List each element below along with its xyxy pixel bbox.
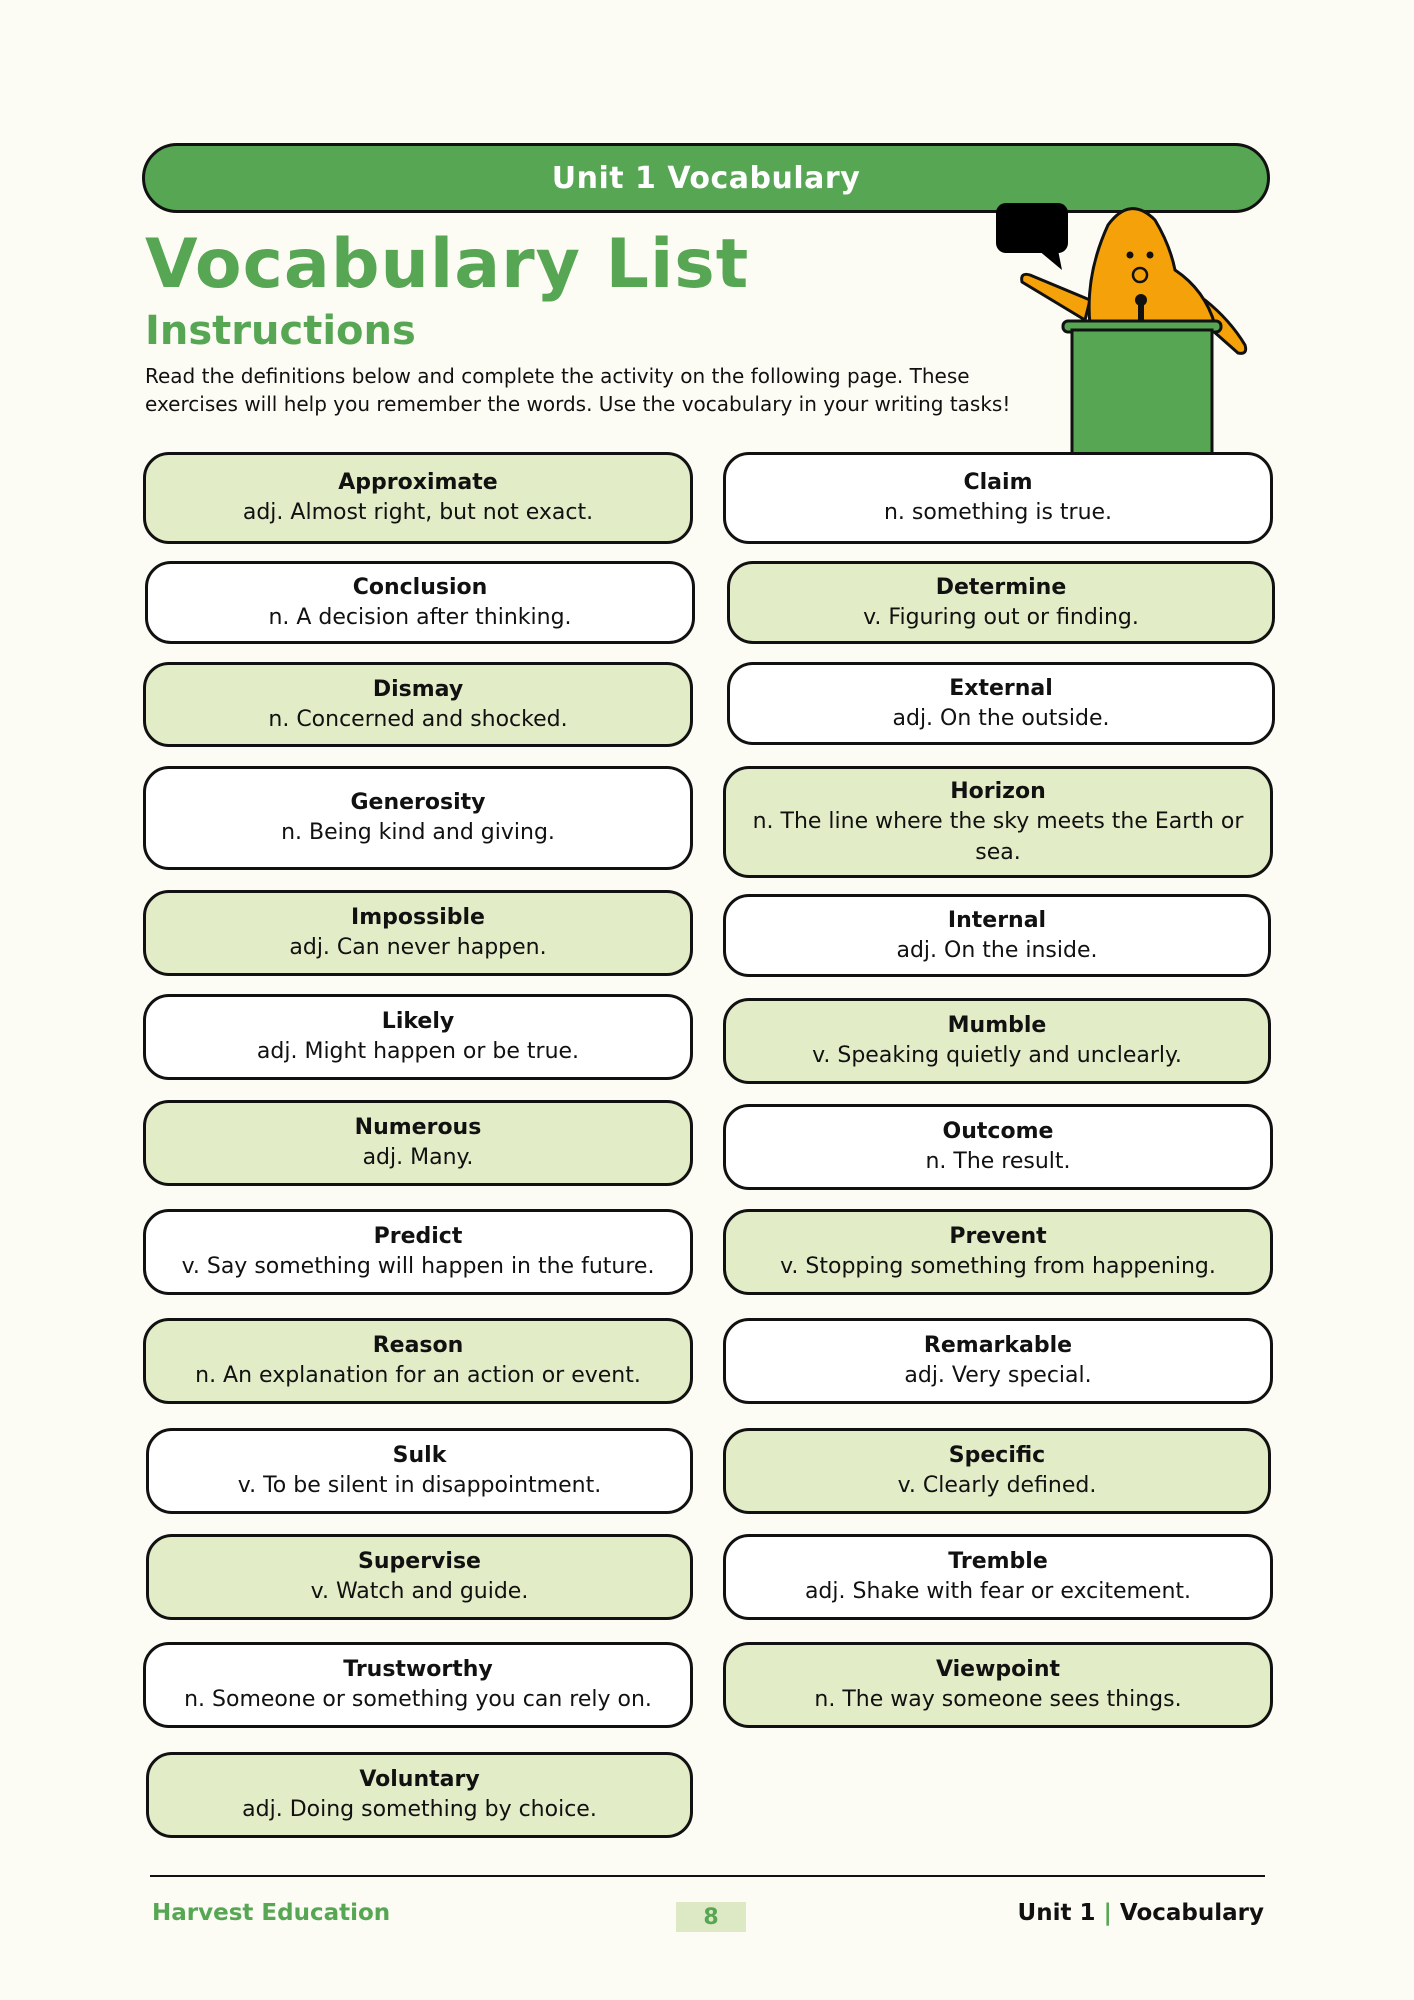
page-number: 8 xyxy=(676,1902,746,1932)
vocab-word: Reason xyxy=(372,1333,464,1358)
vocab-card xyxy=(143,994,693,1080)
vocab-word: Specific xyxy=(948,1443,1046,1468)
vocab-word: Predict xyxy=(373,1224,463,1249)
vocab-word: Impossible xyxy=(351,905,485,930)
instructions-heading: Instructions xyxy=(145,308,416,354)
vocab-word: External xyxy=(949,675,1053,701)
vocab-definition: n. The line where the sky meets the Earth or sea. xyxy=(752,808,1244,865)
vocab-definition: n. The way someone sees things. xyxy=(814,1687,1182,1712)
vocab-card xyxy=(143,452,693,544)
vocab-word: Horizon xyxy=(950,778,1046,804)
vocab-card xyxy=(723,998,1271,1084)
vocab-card xyxy=(723,1209,1273,1295)
vocab-word: Tremble xyxy=(948,1549,1048,1574)
vocab-definition: v. Speaking quietly and unclearly. xyxy=(812,1043,1182,1068)
vocab-definition: n. The result. xyxy=(925,1149,1071,1174)
vocab-word: Mumble xyxy=(947,1013,1047,1038)
vocab-card xyxy=(145,561,695,644)
vocab-word: Trustworthy xyxy=(343,1657,493,1682)
vocab-definition: adj. Might happen or be true. xyxy=(256,1039,580,1064)
vocab-definition: adj. Shake with fear or excitement. xyxy=(804,1579,1192,1604)
vocab-definition: v. Stopping something from happening. xyxy=(780,1254,1216,1279)
vocab-word: Likely xyxy=(381,1009,455,1034)
vocab-definition: v. Say something will happen in the future. xyxy=(181,1254,655,1279)
vocab-definition: n. Concerned and shocked. xyxy=(268,706,568,732)
vocab-word: Viewpoint xyxy=(935,1657,1060,1682)
vocab-word: Claim xyxy=(963,470,1033,495)
vocab-card xyxy=(143,1642,693,1728)
vocab-word: Internal xyxy=(947,907,1047,933)
vocab-word: Remarkable xyxy=(923,1333,1073,1358)
footer-unit-label: Unit 1 xyxy=(1017,1900,1096,1926)
vocab-card xyxy=(146,1428,693,1514)
vocab-card xyxy=(143,662,693,747)
vocab-word: Dismay xyxy=(372,676,464,702)
vocab-word: Conclusion xyxy=(352,574,488,600)
vocab-card xyxy=(143,1318,693,1404)
vocab-card xyxy=(143,890,693,976)
vocab-card xyxy=(146,1752,693,1838)
vocab-definition: adj. On the inside. xyxy=(896,937,1098,963)
vocab-card xyxy=(143,766,693,870)
vocab-word: Prevent xyxy=(949,1224,1047,1249)
vocab-word: Voluntary xyxy=(359,1767,480,1792)
vocab-word: Determine xyxy=(935,574,1067,600)
vocab-card xyxy=(723,452,1273,544)
vocab-definition: n. An explanation for an action or event. xyxy=(195,1363,641,1388)
vocab-card xyxy=(723,1104,1273,1190)
vocab-card xyxy=(143,1100,693,1186)
vocab-word: Generosity xyxy=(350,790,486,815)
vocab-card xyxy=(723,894,1271,977)
vocab-definition: n. something is true. xyxy=(883,500,1113,525)
vocab-card xyxy=(727,561,1275,644)
vocab-definition: adj. Can never happen. xyxy=(289,935,547,960)
vocab-definition: adj. Many. xyxy=(362,1145,474,1170)
vocab-definition: n. Being kind and giving. xyxy=(281,820,555,845)
vocab-definition: adj. Almost right, but not exact. xyxy=(242,500,594,525)
footer-unit xyxy=(1018,1900,1264,1926)
page-title: Vocabulary List xyxy=(145,225,750,304)
vocab-definition: v. Figuring out or finding. xyxy=(863,604,1139,630)
vocab-word: Sulk xyxy=(392,1443,447,1468)
vocab-definition: adj. On the outside. xyxy=(892,705,1110,731)
vocab-card xyxy=(727,662,1275,745)
vocab-word: Approximate xyxy=(338,470,498,495)
vocab-definition: v. Clearly defined. xyxy=(897,1473,1097,1498)
footer-separator: | xyxy=(1103,1900,1112,1926)
vocab-word: Supervise xyxy=(358,1549,481,1574)
vocab-card xyxy=(723,1642,1273,1728)
vocab-card xyxy=(723,1318,1273,1404)
footer-brand: Harvest Education xyxy=(152,1900,391,1926)
vocab-card xyxy=(723,766,1273,878)
speaking-mascot-icon xyxy=(990,200,1260,470)
footer-divider xyxy=(150,1875,1265,1877)
vocab-definition: v. To be silent in disappointment. xyxy=(237,1473,602,1498)
vocab-word: Outcome xyxy=(942,1119,1054,1144)
vocab-definition: adj. Doing something by choice. xyxy=(242,1797,597,1822)
vocab-card xyxy=(723,1534,1273,1620)
vocab-word: Numerous xyxy=(354,1115,482,1140)
vocab-definition: n. Someone or something you can rely on. xyxy=(184,1687,652,1712)
banner-label: Unit 1 Vocabulary xyxy=(551,160,861,196)
vocab-card xyxy=(146,1534,693,1620)
vocab-card xyxy=(723,1428,1271,1514)
footer-section: Vocabulary xyxy=(1119,1900,1264,1926)
vocab-definition: n. A decision after thinking. xyxy=(268,604,572,630)
vocab-definition: adj. Very special. xyxy=(904,1363,1092,1388)
instructions-text: Read the definitions below and complete the activity on the following page. These exercises will help you remember the words. Use the vocabulary in your writing tasks! xyxy=(145,364,1011,416)
vocab-definition: v. Watch and guide. xyxy=(310,1579,529,1604)
vocab-card xyxy=(143,1209,693,1295)
